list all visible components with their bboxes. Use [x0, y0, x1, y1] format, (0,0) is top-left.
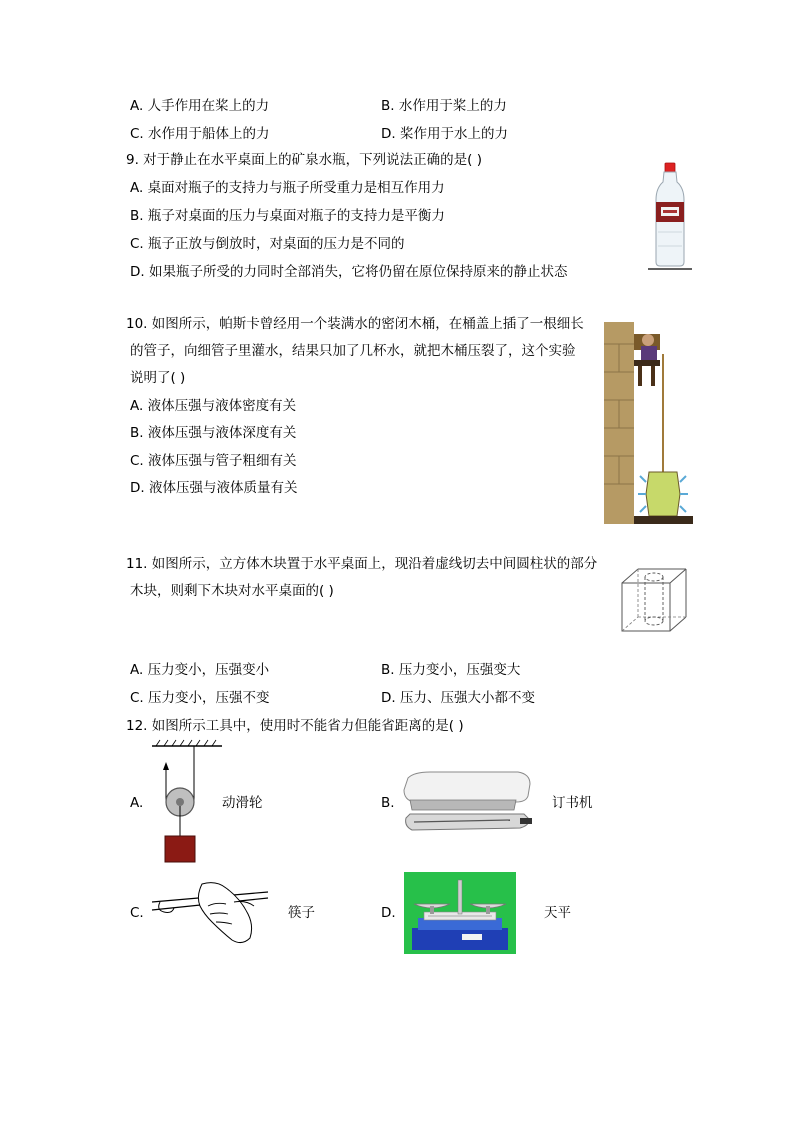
q10-option-c: C. 液体压强与管子粗细有关 — [130, 453, 297, 469]
cube-figure — [618, 563, 690, 635]
q8-option-b: B. 水作用于桨上的力 — [381, 98, 507, 114]
q10-stem-line1: 10. 如图所示，帕斯卡曾经用一个装满水的密闭木桶，在桶盖上插了一根细长 — [126, 316, 584, 332]
q12-stem: 12. 如图所示工具中，使用时不能省力但能省距离的是( ) — [126, 718, 464, 734]
q9-option-d: D. 如果瓶子所受的力同时全部消失，它将仍留在原位保持原来的静止状态 — [130, 264, 568, 280]
q10-option-a: A. 液体压强与液体密度有关 — [130, 398, 297, 414]
q11-option-c: C. 压力变小，压强不变 — [130, 690, 270, 706]
movable-pulley-figure — [152, 738, 222, 864]
q11-stem-line1: 11. 如图所示，立方体木块置于水平桌面上，现沿着虚线切去中间圆柱状的部分 — [126, 556, 598, 572]
stapler-figure — [400, 770, 536, 840]
q12-option-d-label: 天平 — [544, 905, 571, 921]
q10-stem-line3: 说明了( ) — [130, 370, 186, 386]
q12-option-a-letter: A. — [130, 795, 144, 811]
q9-option-b: B. 瓶子对桌面的压力与桌面对瓶子的支持力是平衡力 — [130, 208, 445, 224]
q10-option-b: B. 液体压强与液体深度有关 — [130, 425, 297, 441]
q10-option-d: D. 液体压强与液体质量有关 — [130, 480, 298, 496]
q12-option-c-label: 筷子 — [288, 905, 315, 921]
balance-scale-figure — [404, 872, 516, 954]
q9-option-a: A. 桌面对瓶子的支持力与瓶子所受重力是相互作用力 — [130, 180, 445, 196]
q8-option-d: D. 桨作用于水上的力 — [381, 126, 508, 142]
q9-option-c: C. 瓶子正放与倒放时，对桌面的压力是不同的 — [130, 236, 405, 252]
q10-stem-line2: 的管子，向细管子里灌水，结果只加了几杯水，就把木桶压裂了，这个实验 — [130, 343, 576, 359]
water-bottle-figure — [646, 160, 694, 272]
q11-option-b: B. 压力变小，压强变大 — [381, 662, 521, 678]
q12-option-b-label: 订书机 — [552, 795, 593, 811]
q8-option-a: A. 人手作用在桨上的力 — [130, 98, 270, 114]
q12-option-a-label: 动滑轮 — [222, 795, 263, 811]
q12-option-d-letter: D. — [381, 905, 396, 921]
q12-option-c-letter: C. — [130, 905, 144, 921]
q12-option-b-letter: B. — [381, 795, 395, 811]
q8-option-c: C. 水作用于船体上的力 — [130, 126, 270, 142]
q11-option-a: A. 压力变小，压强变小 — [130, 662, 270, 678]
pascal-barrel-figure — [604, 322, 693, 524]
q11-option-d: D. 压力、压强大小都不变 — [381, 690, 535, 706]
chopsticks-figure — [150, 880, 274, 948]
q11-stem-line2: 木块，则剩下木块对水平桌面的( ) — [130, 583, 334, 599]
q9-stem: 9. 对于静止在水平桌面上的矿泉水瓶，下列说法正确的是( ) — [126, 152, 482, 168]
